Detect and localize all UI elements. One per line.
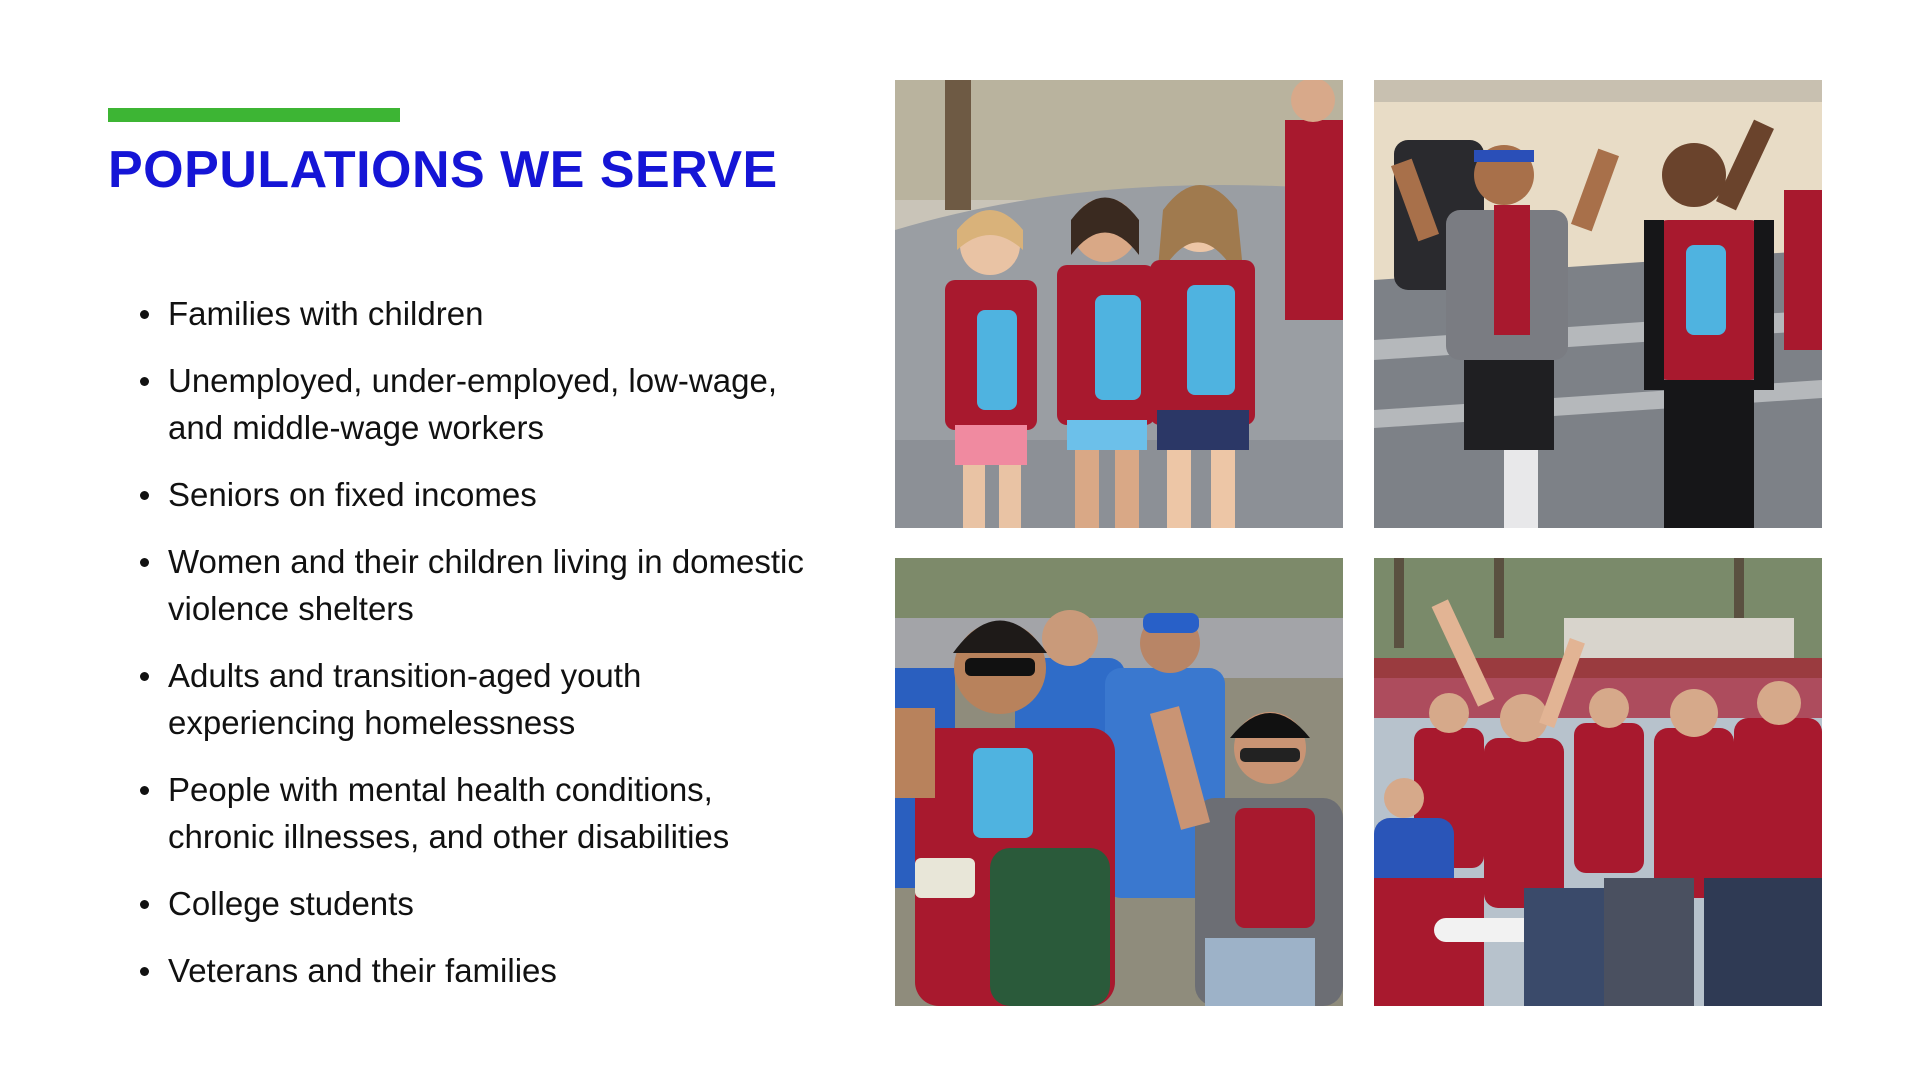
page-title: POPULATIONS WE SERVE [108, 141, 778, 199]
crowd-cheering-photo [1374, 558, 1822, 1006]
list-item: Unemployed, under-employed, low-wage, and middle-wage workers [140, 357, 820, 451]
list-item: Seniors on fixed incomes [140, 471, 820, 518]
populations-list [140, 290, 820, 1014]
girls-walking-photo [895, 80, 1343, 528]
list-item: Families with children [140, 290, 820, 337]
list-item: Veterans and their families [140, 947, 820, 994]
walkers-waving-photo [895, 558, 1343, 1006]
list-item: Adults and transition-aged youth experiencing homelessness [140, 652, 820, 746]
accent-bar [108, 108, 400, 122]
list-item: College students [140, 880, 820, 927]
men-waving-photo [1374, 80, 1822, 528]
list-item: People with mental health conditions, chronic illnesses, and other disabilities [140, 766, 820, 860]
list-item: Women and their children living in domestic violence shelters [140, 538, 820, 632]
